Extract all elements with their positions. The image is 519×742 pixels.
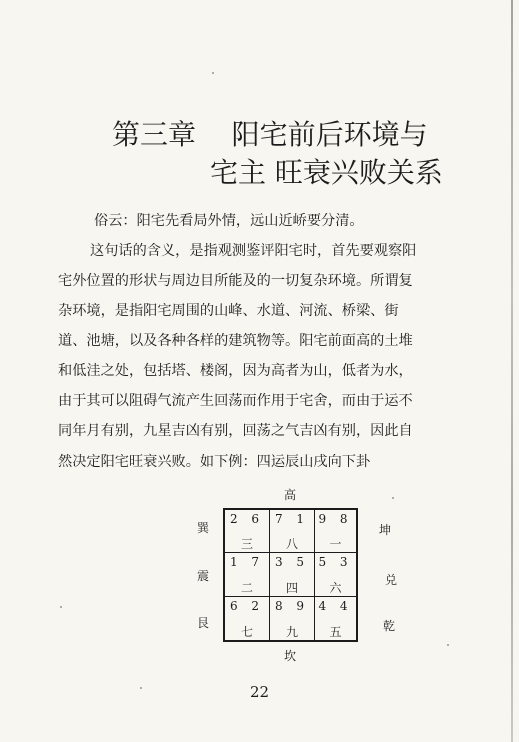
scan-speck — [140, 687, 142, 689]
body-line-7: 同年月有别，九星吉凶有别，回荡之气吉凶有别，因此自 — [58, 423, 413, 439]
cell-numbers: 5 3 — [318, 555, 353, 569]
diagram-right-label-1: 坤 — [379, 523, 392, 537]
body-line-8: 然决定阳宅旺衰兴败。如下例：四运辰山戌向下卦 — [58, 454, 371, 470]
cell-numbers: 8 9 — [274, 599, 310, 613]
cell-numbers: 6 2 — [229, 599, 265, 613]
chapter-title-line-1: 第三章 阳宅前后环境与 — [112, 118, 428, 151]
body-line-5: 和低洼之处，包括塔、楼阁，因为高者为山，低者为水， — [58, 363, 413, 379]
body-line-3: 杂环境，是指阳宅周围的山峰、水道、河流、桥梁、街 — [58, 303, 399, 319]
cell-palace: 九 — [285, 625, 298, 639]
flying-star-grid — [223, 508, 358, 642]
page-number: 22 — [250, 683, 270, 701]
grid-cell — [270, 510, 315, 553]
body-line-1: 这句话的含义，是指观测鉴评阳宅时，首先要观察阳 — [90, 243, 417, 259]
cell-palace: 五 — [329, 625, 342, 639]
scan-speck — [447, 644, 449, 646]
diagram-right-label-3: 乾 — [383, 619, 396, 633]
grid-cell — [225, 553, 270, 597]
diagram-left-label-3: 艮 — [197, 616, 210, 630]
cell-numbers: 9 8 — [318, 512, 353, 526]
cell-palace: 一 — [329, 537, 342, 551]
cell-numbers: 7 1 — [274, 512, 310, 526]
scan-speck — [392, 497, 394, 499]
cell-palace: 六 — [329, 581, 342, 595]
grid-cell — [315, 597, 356, 640]
body-line-2: 宅外位置的形状与周边目所能及的一切复杂环境。所谓复 — [58, 273, 413, 289]
cell-palace: 二 — [240, 581, 253, 595]
cell-palace: 三 — [240, 537, 253, 551]
diagram-left-label-1: 巽 — [197, 521, 210, 535]
diagram-bottom-label: 坎 — [284, 649, 297, 663]
grid-cell — [225, 597, 270, 640]
grid-cell — [315, 510, 356, 553]
diagram-left-label-2: 震 — [197, 569, 210, 583]
cell-numbers: 1 7 — [229, 555, 265, 569]
grid-cell — [270, 597, 315, 640]
page-edge-shadow — [511, 0, 513, 742]
grid-cell — [315, 553, 356, 597]
cell-numbers: 4 4 — [318, 599, 353, 613]
cell-palace: 七 — [240, 625, 253, 639]
grid-cell — [225, 510, 270, 553]
body-line-6: 由于其可以阻碍气流产生回荡而作用于宅舍，而由于运不 — [58, 393, 413, 409]
cell-numbers: 2 6 — [229, 512, 265, 526]
scan-speck — [60, 606, 62, 608]
body-line-4: 道、池塘，以及各种各样的建筑物等。阳宅前面高的土堆 — [58, 333, 413, 349]
cell-numbers: 3 5 — [274, 555, 310, 569]
scan-speck — [212, 72, 214, 74]
diagram-top-label: 高 — [284, 488, 297, 502]
cell-palace: 八 — [285, 537, 298, 551]
chapter-title-line-2: 宅主 旺衰兴败关系 — [210, 156, 443, 189]
cell-palace: 四 — [285, 581, 298, 595]
quote-line: 俗云：阳宅先看局外情，远山近峤要分清。 — [94, 213, 364, 229]
grid-cell — [270, 553, 315, 597]
diagram-right-label-2: 兑 — [385, 573, 398, 587]
